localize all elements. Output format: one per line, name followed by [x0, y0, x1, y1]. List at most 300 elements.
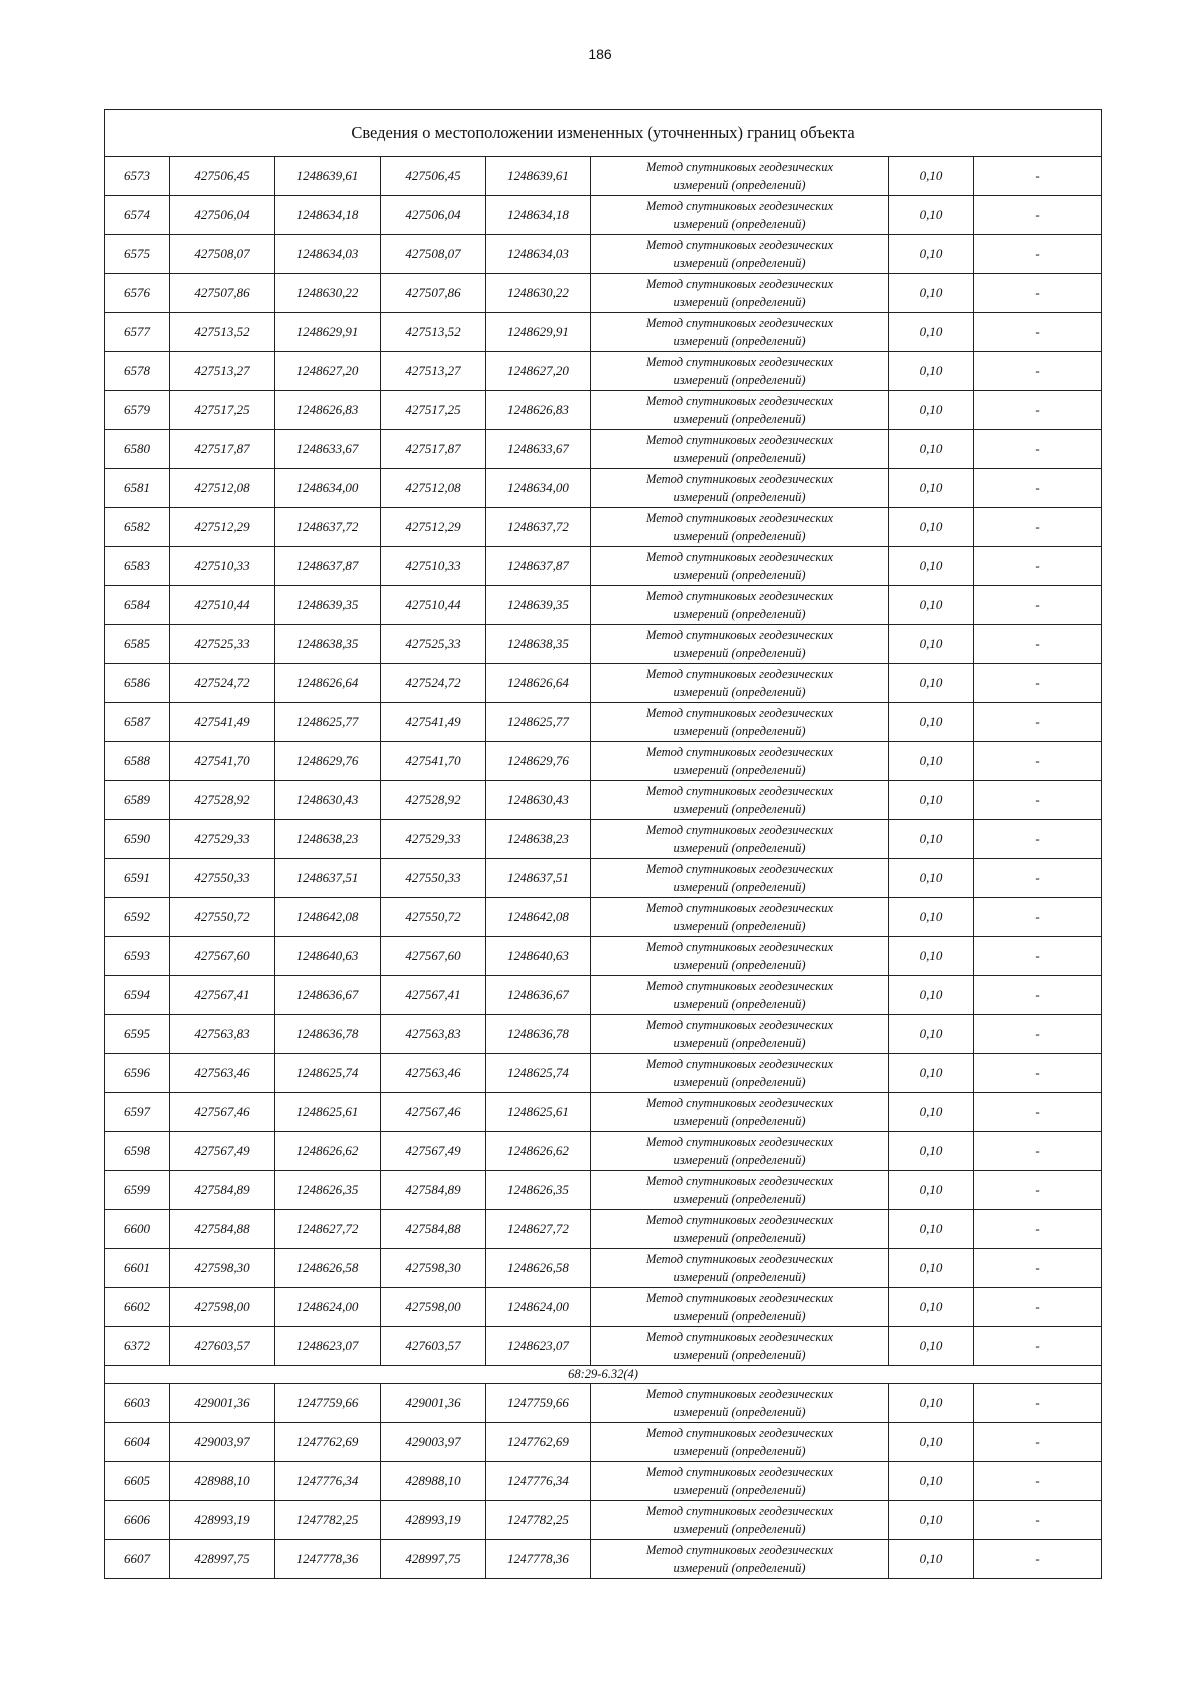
note-cell: - [974, 1423, 1102, 1462]
method-cell [591, 352, 889, 391]
refined-x-cell: 427510,33 [381, 547, 486, 586]
note-cell: - [974, 157, 1102, 196]
method-line-2: измерений (определений) [673, 646, 806, 660]
existing-x-cell: 427584,89 [170, 1171, 275, 1210]
point-number-cell: 6582 [105, 508, 170, 547]
existing-x-cell: 427510,33 [170, 547, 275, 586]
table-row [105, 1249, 1102, 1288]
refined-x-cell: 427529,33 [381, 820, 486, 859]
point-number-cell: 6607 [105, 1540, 170, 1579]
existing-y-cell: 1248626,83 [275, 391, 381, 430]
method-line-2: измерений (определений) [673, 529, 806, 543]
refined-x-cell: 427513,52 [381, 313, 486, 352]
table-row [105, 157, 1102, 196]
table-row [105, 1288, 1102, 1327]
method-cell [591, 1423, 889, 1462]
refined-y-cell: 1247776,34 [486, 1462, 591, 1501]
existing-x-cell: 427524,72 [170, 664, 275, 703]
method-line-1: Метод спутниковых геодезических [645, 745, 834, 759]
note-cell: - [974, 1540, 1102, 1579]
existing-y-cell: 1248639,61 [275, 157, 381, 196]
existing-y-cell: 1248640,63 [275, 937, 381, 976]
refined-y-cell: 1248634,03 [486, 235, 591, 274]
refined-x-cell: 427506,04 [381, 196, 486, 235]
point-number-cell: 6595 [105, 1015, 170, 1054]
table-row [105, 898, 1102, 937]
refined-x-cell: 427525,33 [381, 625, 486, 664]
point-number-cell: 6592 [105, 898, 170, 937]
existing-x-cell: 428997,75 [170, 1540, 275, 1579]
refined-y-cell: 1248626,35 [486, 1171, 591, 1210]
method-line-1: Метод спутниковых геодезических [645, 1174, 834, 1188]
note-cell: - [974, 703, 1102, 742]
point-number-cell: 6601 [105, 1249, 170, 1288]
existing-x-cell: 427584,88 [170, 1210, 275, 1249]
accuracy-cell: 0,10 [889, 625, 974, 664]
method-line-2: измерений (определений) [673, 490, 806, 504]
table-title: Сведения о местоположении измененных (уточненных) границ объекта [105, 110, 1102, 157]
method-line-1: Метод спутниковых геодезических [645, 628, 834, 642]
note-cell: - [974, 1171, 1102, 1210]
method-line-2: измерений (определений) [673, 1231, 806, 1245]
method-line-2: измерений (определений) [673, 1075, 806, 1089]
accuracy-cell: 0,10 [889, 1501, 974, 1540]
method-line-1: Метод спутниковых геодезических [645, 1426, 834, 1440]
accuracy-cell: 0,10 [889, 1210, 974, 1249]
accuracy-cell: 0,10 [889, 742, 974, 781]
existing-x-cell: 427529,33 [170, 820, 275, 859]
existing-x-cell: 427603,57 [170, 1327, 275, 1366]
existing-y-cell: 1248626,62 [275, 1132, 381, 1171]
method-line-1: Метод спутниковых геодезических [645, 667, 834, 681]
method-line-1: Метод спутниковых геодезических [645, 1387, 834, 1401]
method-line-2: измерений (определений) [673, 1153, 806, 1167]
table-row [105, 703, 1102, 742]
method-line-2: измерений (определений) [673, 1444, 806, 1458]
existing-y-cell: 1248623,07 [275, 1327, 381, 1366]
existing-y-cell: 1248626,64 [275, 664, 381, 703]
refined-y-cell: 1248639,35 [486, 586, 591, 625]
refined-y-cell: 1248623,07 [486, 1327, 591, 1366]
point-number-cell: 6600 [105, 1210, 170, 1249]
note-cell: - [974, 1093, 1102, 1132]
method-line-2: измерений (определений) [673, 958, 806, 972]
note-cell: - [974, 352, 1102, 391]
method-line-2: измерений (определений) [673, 256, 806, 270]
point-number-cell: 6579 [105, 391, 170, 430]
method-line-2: измерений (определений) [673, 802, 806, 816]
note-cell: - [974, 976, 1102, 1015]
method-line-2: измерений (определений) [673, 334, 806, 348]
refined-x-cell: 427506,45 [381, 157, 486, 196]
point-number-cell: 6577 [105, 313, 170, 352]
method-line-2: измерений (определений) [673, 1192, 806, 1206]
existing-y-cell: 1248625,61 [275, 1093, 381, 1132]
method-cell [591, 1093, 889, 1132]
point-number-cell: 6605 [105, 1462, 170, 1501]
accuracy-cell: 0,10 [889, 781, 974, 820]
refined-y-cell: 1248636,78 [486, 1015, 591, 1054]
refined-x-cell: 427563,83 [381, 1015, 486, 1054]
method-cell [591, 742, 889, 781]
method-line-1: Метод спутниковых геодезических [645, 199, 834, 213]
point-number-cell: 6589 [105, 781, 170, 820]
note-cell: - [974, 1132, 1102, 1171]
point-number-cell: 6584 [105, 586, 170, 625]
accuracy-cell: 0,10 [889, 235, 974, 274]
refined-x-cell: 427512,08 [381, 469, 486, 508]
refined-y-cell: 1248638,35 [486, 625, 591, 664]
method-line-2: измерений (определений) [673, 1270, 806, 1284]
refined-x-cell: 427567,49 [381, 1132, 486, 1171]
point-number-cell: 6603 [105, 1384, 170, 1423]
method-line-2: измерений (определений) [673, 295, 806, 309]
note-cell: - [974, 469, 1102, 508]
table-row [105, 547, 1102, 586]
point-number-cell: 6590 [105, 820, 170, 859]
existing-y-cell: 1248626,35 [275, 1171, 381, 1210]
accuracy-cell: 0,10 [889, 157, 974, 196]
refined-y-cell: 1248626,62 [486, 1132, 591, 1171]
method-cell [591, 430, 889, 469]
existing-y-cell: 1247782,25 [275, 1501, 381, 1540]
table-row [105, 586, 1102, 625]
table-row [105, 1093, 1102, 1132]
existing-y-cell: 1248627,20 [275, 352, 381, 391]
refined-y-cell: 1247759,66 [486, 1384, 591, 1423]
existing-x-cell: 427563,46 [170, 1054, 275, 1093]
note-cell: - [974, 508, 1102, 547]
section-label-row [105, 1366, 1102, 1384]
point-number-cell: 6591 [105, 859, 170, 898]
refined-y-cell: 1248634,18 [486, 196, 591, 235]
point-number-cell: 6598 [105, 1132, 170, 1171]
method-line-1: Метод спутниковых геодезических [645, 1057, 834, 1071]
method-line-1: Метод спутниковых геодезических [645, 901, 834, 915]
method-line-1: Метод спутниковых геодезических [645, 1135, 834, 1149]
accuracy-cell: 0,10 [889, 508, 974, 547]
method-cell [591, 469, 889, 508]
refined-y-cell: 1248638,23 [486, 820, 591, 859]
note-cell: - [974, 274, 1102, 313]
refined-y-cell: 1248629,76 [486, 742, 591, 781]
method-line-2: измерений (определений) [673, 997, 806, 1011]
method-cell [591, 1171, 889, 1210]
refined-x-cell: 427550,33 [381, 859, 486, 898]
table-row [105, 508, 1102, 547]
method-line-1: Метод спутниковых геодезических [645, 394, 834, 408]
method-line-2: измерений (определений) [673, 880, 806, 894]
accuracy-cell: 0,10 [889, 1054, 974, 1093]
existing-y-cell: 1247762,69 [275, 1423, 381, 1462]
method-line-2: измерений (определений) [673, 451, 806, 465]
existing-y-cell: 1248634,03 [275, 235, 381, 274]
existing-y-cell: 1248629,76 [275, 742, 381, 781]
existing-x-cell: 427598,00 [170, 1288, 275, 1327]
refined-y-cell: 1248625,77 [486, 703, 591, 742]
refined-x-cell: 427517,87 [381, 430, 486, 469]
existing-y-cell: 1248629,91 [275, 313, 381, 352]
existing-x-cell: 429003,97 [170, 1423, 275, 1462]
table-row [105, 1423, 1102, 1462]
table-row [105, 391, 1102, 430]
accuracy-cell: 0,10 [889, 976, 974, 1015]
point-number-cell: 6586 [105, 664, 170, 703]
method-cell [591, 1288, 889, 1327]
refined-x-cell: 427541,49 [381, 703, 486, 742]
existing-x-cell: 427513,27 [170, 352, 275, 391]
existing-y-cell: 1248637,51 [275, 859, 381, 898]
existing-x-cell: 427567,46 [170, 1093, 275, 1132]
point-number-cell: 6596 [105, 1054, 170, 1093]
method-cell [591, 547, 889, 586]
note-cell: - [974, 235, 1102, 274]
accuracy-cell: 0,10 [889, 898, 974, 937]
table-row [105, 1171, 1102, 1210]
table-header-row [105, 110, 1102, 157]
table-row [105, 937, 1102, 976]
method-cell [591, 937, 889, 976]
note-cell: - [974, 1462, 1102, 1501]
note-cell: - [974, 1015, 1102, 1054]
method-cell [591, 274, 889, 313]
method-line-1: Метод спутниковых геодезических [645, 550, 834, 564]
refined-y-cell: 1248626,64 [486, 664, 591, 703]
refined-y-cell: 1248624,00 [486, 1288, 591, 1327]
existing-x-cell: 427550,33 [170, 859, 275, 898]
refined-y-cell: 1248630,43 [486, 781, 591, 820]
existing-y-cell: 1248638,23 [275, 820, 381, 859]
refined-y-cell: 1248639,61 [486, 157, 591, 196]
method-line-2: измерений (определений) [673, 1114, 806, 1128]
method-line-1: Метод спутниковых геодезических [645, 589, 834, 603]
note-cell: - [974, 313, 1102, 352]
method-line-1: Метод спутниковых геодезических [645, 238, 834, 252]
method-line-1: Метод спутниковых геодезических [645, 277, 834, 291]
point-number-cell: 6593 [105, 937, 170, 976]
table-row [105, 1384, 1102, 1423]
table-row [105, 196, 1102, 235]
method-line-2: измерений (определений) [673, 607, 806, 621]
method-cell [591, 313, 889, 352]
note-cell: - [974, 1249, 1102, 1288]
refined-y-cell: 1248640,63 [486, 937, 591, 976]
method-line-1: Метод спутниковых геодезических [645, 1543, 834, 1557]
existing-y-cell: 1248624,00 [275, 1288, 381, 1327]
refined-y-cell: 1247762,69 [486, 1423, 591, 1462]
note-cell: - [974, 586, 1102, 625]
accuracy-cell: 0,10 [889, 1015, 974, 1054]
refined-x-cell: 427563,46 [381, 1054, 486, 1093]
accuracy-cell: 0,10 [889, 820, 974, 859]
method-line-2: измерений (определений) [673, 412, 806, 426]
method-line-1: Метод спутниковых геодезических [645, 1504, 834, 1518]
existing-y-cell: 1248630,22 [275, 274, 381, 313]
note-cell: - [974, 937, 1102, 976]
refined-y-cell: 1248625,74 [486, 1054, 591, 1093]
accuracy-cell: 0,10 [889, 1423, 974, 1462]
existing-x-cell: 427506,04 [170, 196, 275, 235]
existing-y-cell: 1248626,58 [275, 1249, 381, 1288]
point-number-cell: 6581 [105, 469, 170, 508]
method-line-1: Метод спутниковых геодезических [645, 1213, 834, 1227]
method-line-1: Метод спутниковых геодезических [645, 1096, 834, 1110]
refined-x-cell: 427567,41 [381, 976, 486, 1015]
method-line-1: Метод спутниковых геодезических [645, 433, 834, 447]
refined-y-cell: 1248633,67 [486, 430, 591, 469]
note-cell: - [974, 859, 1102, 898]
method-line-1: Метод спутниковых геодезических [645, 1465, 834, 1479]
accuracy-cell: 0,10 [889, 1288, 974, 1327]
refined-y-cell: 1248627,20 [486, 352, 591, 391]
method-line-1: Метод спутниковых геодезических [645, 1330, 834, 1344]
accuracy-cell: 0,10 [889, 196, 974, 235]
note-cell: - [974, 1288, 1102, 1327]
accuracy-cell: 0,10 [889, 547, 974, 586]
point-number-cell: 6574 [105, 196, 170, 235]
refined-x-cell: 427567,60 [381, 937, 486, 976]
point-number-cell: 6583 [105, 547, 170, 586]
existing-x-cell: 427541,70 [170, 742, 275, 781]
refined-y-cell: 1248637,87 [486, 547, 591, 586]
accuracy-cell: 0,10 [889, 1384, 974, 1423]
refined-y-cell: 1247782,25 [486, 1501, 591, 1540]
table-row [105, 976, 1102, 1015]
existing-x-cell: 427567,41 [170, 976, 275, 1015]
method-line-2: измерений (определений) [673, 919, 806, 933]
method-cell [591, 1540, 889, 1579]
method-cell [591, 196, 889, 235]
refined-y-cell: 1248642,08 [486, 898, 591, 937]
existing-y-cell: 1248633,67 [275, 430, 381, 469]
method-line-2: измерений (определений) [673, 178, 806, 192]
existing-y-cell: 1248636,67 [275, 976, 381, 1015]
existing-x-cell: 427512,29 [170, 508, 275, 547]
method-cell [591, 1327, 889, 1366]
accuracy-cell: 0,10 [889, 274, 974, 313]
refined-x-cell: 428988,10 [381, 1462, 486, 1501]
note-cell: - [974, 1210, 1102, 1249]
table-row [105, 352, 1102, 391]
method-line-1: Метод спутниковых геодезических [645, 823, 834, 837]
method-cell [591, 703, 889, 742]
method-cell [591, 859, 889, 898]
point-number-cell: 6588 [105, 742, 170, 781]
table-row [105, 781, 1102, 820]
method-cell [591, 1501, 889, 1540]
method-line-2: измерений (определений) [673, 1483, 806, 1497]
refined-x-cell: 428993,19 [381, 1501, 486, 1540]
method-cell [591, 898, 889, 937]
table-row [105, 1501, 1102, 1540]
method-line-2: измерений (определений) [673, 373, 806, 387]
method-line-1: Метод спутниковых геодезических [645, 862, 834, 876]
point-number-cell: 6576 [105, 274, 170, 313]
accuracy-cell: 0,10 [889, 703, 974, 742]
point-number-cell: 6602 [105, 1288, 170, 1327]
refined-y-cell: 1248629,91 [486, 313, 591, 352]
existing-y-cell: 1248630,43 [275, 781, 381, 820]
method-line-1: Метод спутниковых геодезических [645, 940, 834, 954]
method-line-1: Метод спутниковых геодезических [645, 784, 834, 798]
existing-y-cell: 1248636,78 [275, 1015, 381, 1054]
accuracy-cell: 0,10 [889, 1462, 974, 1501]
note-cell: - [974, 1384, 1102, 1423]
accuracy-cell: 0,10 [889, 1327, 974, 1366]
existing-x-cell: 427517,25 [170, 391, 275, 430]
existing-x-cell: 427563,83 [170, 1015, 275, 1054]
existing-y-cell: 1248642,08 [275, 898, 381, 937]
accuracy-cell: 0,10 [889, 313, 974, 352]
refined-y-cell: 1248637,51 [486, 859, 591, 898]
table-row [105, 1540, 1102, 1579]
refined-x-cell: 427584,88 [381, 1210, 486, 1249]
refined-y-cell: 1247778,36 [486, 1540, 591, 1579]
refined-x-cell: 429001,36 [381, 1384, 486, 1423]
table-row [105, 742, 1102, 781]
point-number-cell: 6604 [105, 1423, 170, 1462]
refined-x-cell: 427541,70 [381, 742, 486, 781]
method-line-2: измерений (определений) [673, 841, 806, 855]
method-line-2: измерений (определений) [673, 568, 806, 582]
point-number-cell: 6573 [105, 157, 170, 196]
accuracy-cell: 0,10 [889, 859, 974, 898]
method-cell [591, 976, 889, 1015]
method-line-1: Метод спутниковых геодезических [645, 1018, 834, 1032]
note-cell: - [974, 1054, 1102, 1093]
table-row [105, 859, 1102, 898]
existing-y-cell: 1248627,72 [275, 1210, 381, 1249]
table-row [105, 313, 1102, 352]
method-cell [591, 235, 889, 274]
existing-x-cell: 427528,92 [170, 781, 275, 820]
accuracy-cell: 0,10 [889, 1540, 974, 1579]
existing-x-cell: 428988,10 [170, 1462, 275, 1501]
table-row [105, 235, 1102, 274]
existing-y-cell: 1248637,72 [275, 508, 381, 547]
refined-x-cell: 427598,30 [381, 1249, 486, 1288]
method-line-2: измерений (определений) [673, 1036, 806, 1050]
note-cell: - [974, 742, 1102, 781]
method-cell [591, 1054, 889, 1093]
table-row [105, 1462, 1102, 1501]
method-line-1: Метод спутниковых геодезических [645, 160, 834, 174]
note-cell: - [974, 625, 1102, 664]
point-number-cell: 6606 [105, 1501, 170, 1540]
point-number-cell: 6585 [105, 625, 170, 664]
accuracy-cell: 0,10 [889, 352, 974, 391]
point-number-cell: 6372 [105, 1327, 170, 1366]
note-cell: - [974, 1327, 1102, 1366]
refined-y-cell: 1248625,61 [486, 1093, 591, 1132]
note-cell: - [974, 547, 1102, 586]
method-cell [591, 1015, 889, 1054]
existing-x-cell: 427508,07 [170, 235, 275, 274]
refined-x-cell: 427508,07 [381, 235, 486, 274]
note-cell: - [974, 781, 1102, 820]
existing-y-cell: 1247776,34 [275, 1462, 381, 1501]
method-cell [591, 1249, 889, 1288]
existing-y-cell: 1248634,18 [275, 196, 381, 235]
existing-x-cell: 427598,30 [170, 1249, 275, 1288]
table-row [105, 1132, 1102, 1171]
note-cell: - [974, 391, 1102, 430]
table-row [105, 1015, 1102, 1054]
refined-y-cell: 1248626,83 [486, 391, 591, 430]
accuracy-cell: 0,10 [889, 1093, 974, 1132]
accuracy-cell: 0,10 [889, 430, 974, 469]
method-line-2: измерений (определений) [673, 1522, 806, 1536]
